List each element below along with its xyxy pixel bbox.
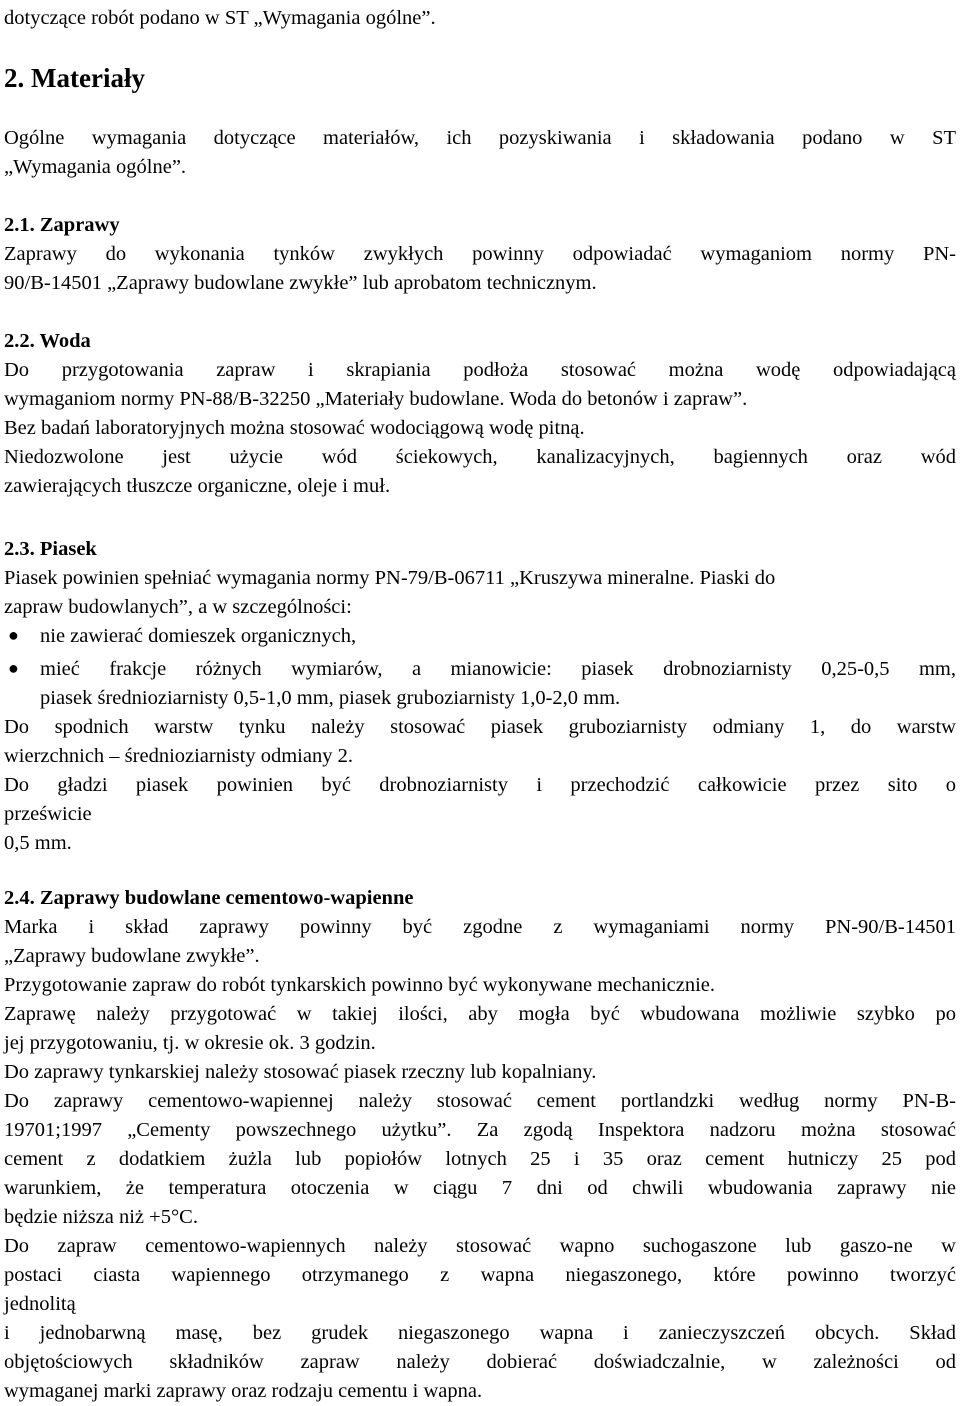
section-2-3-text-line: wierzchnich – średnioziarnisty odmiany 2. <box>4 745 353 767</box>
section-2-4-text-line: objętościowych składników zapraw należy dobierać doświadczalnie, w zależności od <box>4 1351 956 1373</box>
section-2-2-text-line: wymaganiom normy PN-88/B-32250 „Materiały budowlane. Woda do betonów i zapraw”. <box>4 388 748 410</box>
section-2-1-heading: 2.1. Zaprawy <box>4 214 120 236</box>
section-2-4-text-line: „Zaprawy budowlane zwykłe”. <box>4 945 260 967</box>
section-2-3-text-line: Piasek powinien spełniać wymagania normy PN-79/B-06711 „Kruszywa mineralne. Piaski do <box>4 567 776 589</box>
section-2-4-text-line: Przygotowanie zapraw do robót tynkarskich powinno być wykonywane mechanicznie. <box>4 974 716 996</box>
section-2-text-line: „Wymagania ogólne”. <box>4 156 187 178</box>
section-2-3-text-line: 0,5 mm. <box>4 832 72 854</box>
section-2-2-text-line: Do przygotowania zapraw i skrapiania podłoża stosować można wodę odpowiadającą <box>4 359 956 381</box>
section-2-4-text-line: wymaganej marki zaprawy oraz rodzaju cementu i wapna. <box>4 1380 483 1402</box>
section-2-4-text-line: 19701;1997 „Cementy powszechnego użytku”. Za zgodą Inspektora nadzoru można stosować <box>4 1119 956 1141</box>
section-2-1-text-line: 90/B-14501 „Zaprawy budowlane zwykłe” lub aprobatom technicznym. <box>4 272 597 294</box>
section-2-text-line: Ogólne wymagania dotyczące materiałów, ich pozyskiwania i składowania podano w ST <box>4 127 956 149</box>
section-2-3-text-line: Do spodnich warstw tynku należy stosować piasek gruboziarnisty odmiany 1, do warstw <box>4 716 956 738</box>
section-2-3-text-line: Do gładzi piasek powinien być drobnoziarnisty i przechodzić całkowicie przez sito o <box>4 774 956 796</box>
section-2-3-heading: 2.3. Piasek <box>4 538 97 560</box>
section-2-3-text-line: prześwicie <box>4 803 92 825</box>
section-2-4-text-line: Zaprawę należy przygotować w takiej ilości, aby mogła być wbudowana możliwie szybko po <box>4 1003 956 1025</box>
bullet-item-continuation: piasek średnioziarnisty 0,5-1,0 mm, piasek gruboziarnisty 1,0-2,0 mm. <box>40 687 621 709</box>
section-2-4-text-line: warunkiem, że temperatura otoczenia w ciągu 7 dni od chwili wbudowania zaprawy nie <box>4 1177 956 1199</box>
section-2-2-text-line: zawierających tłuszcze organiczne, oleje i muł. <box>4 475 391 497</box>
section-2-4-text-line: Do zapraw cementowo-wapiennych należy stosować wapno suchogaszone lub gaszo-ne w <box>4 1235 956 1257</box>
intro-line: dotyczące robót podano w ST „Wymagania ogólne”. <box>4 7 436 29</box>
section-2-4-text-line: cement z dodatkiem żużla lub popiołów lotnych 25 i 35 oraz cement hutniczy 25 pod <box>4 1148 956 1170</box>
section-2-2-text-line: Niedozwolone jest użycie wód ściekowych, kanalizacyjnych, bagiennych oraz wód <box>4 446 956 468</box>
section-2-4-text-line: Marka i skład zaprawy powinny być zgodne z wymaganiami normy PN-90/B-14501 <box>4 916 956 938</box>
bullet-item: nie zawierać domieszek organicznych, <box>40 625 357 647</box>
bullet-icon: ● <box>8 658 19 678</box>
section-2-4-text-line: jednolitą <box>4 1293 76 1315</box>
bullet-item: mieć frakcje różnych wymiarów, a mianowicie: piasek drobnoziarnisty 0,25-0,5 mm, <box>40 658 956 680</box>
section-2-1-text-line: Zaprawy do wykonania tynków zwykłych powinny odpowiadać wymaganiom normy PN- <box>4 243 956 265</box>
section-2-4-text-line: Do zaprawy cementowo-wapiennej należy stosować cement portlandzki według normy PN-B- <box>4 1090 956 1112</box>
section-2-4-text-line: i jednobarwną masę, bez grudek niegaszonego wapna i zanieczyszczeń obcych. Skład <box>4 1322 956 1344</box>
section-2-2-heading: 2.2. Woda <box>4 330 91 352</box>
section-2-2-text-line: Bez badań laboratoryjnych można stosować wodociągową wodę pitną. <box>4 417 585 439</box>
section-2-4-heading: 2.4. Zaprawy budowlane cementowo-wapienne <box>4 887 414 909</box>
section-2-4-text-line: jej przygotowaniu, tj. w okresie ok. 3 godzin. <box>4 1032 376 1054</box>
section-2-4-text-line: będzie niższa niż +5°C. <box>4 1206 198 1228</box>
section-2-3-text-line: zapraw budowlanych”, a w szczególności: <box>4 596 352 618</box>
bullet-icon: ● <box>8 625 19 645</box>
section-2-4-text-line: Do zaprawy tynkarskiej należy stosować piasek rzeczny lub kopalniany. <box>4 1061 597 1083</box>
section-2-4-text-line: postaci ciasta wapiennego otrzymanego z wapna niegaszonego, które powinno tworzyć <box>4 1264 956 1286</box>
section-2-heading: 2. Materiały <box>4 63 145 93</box>
